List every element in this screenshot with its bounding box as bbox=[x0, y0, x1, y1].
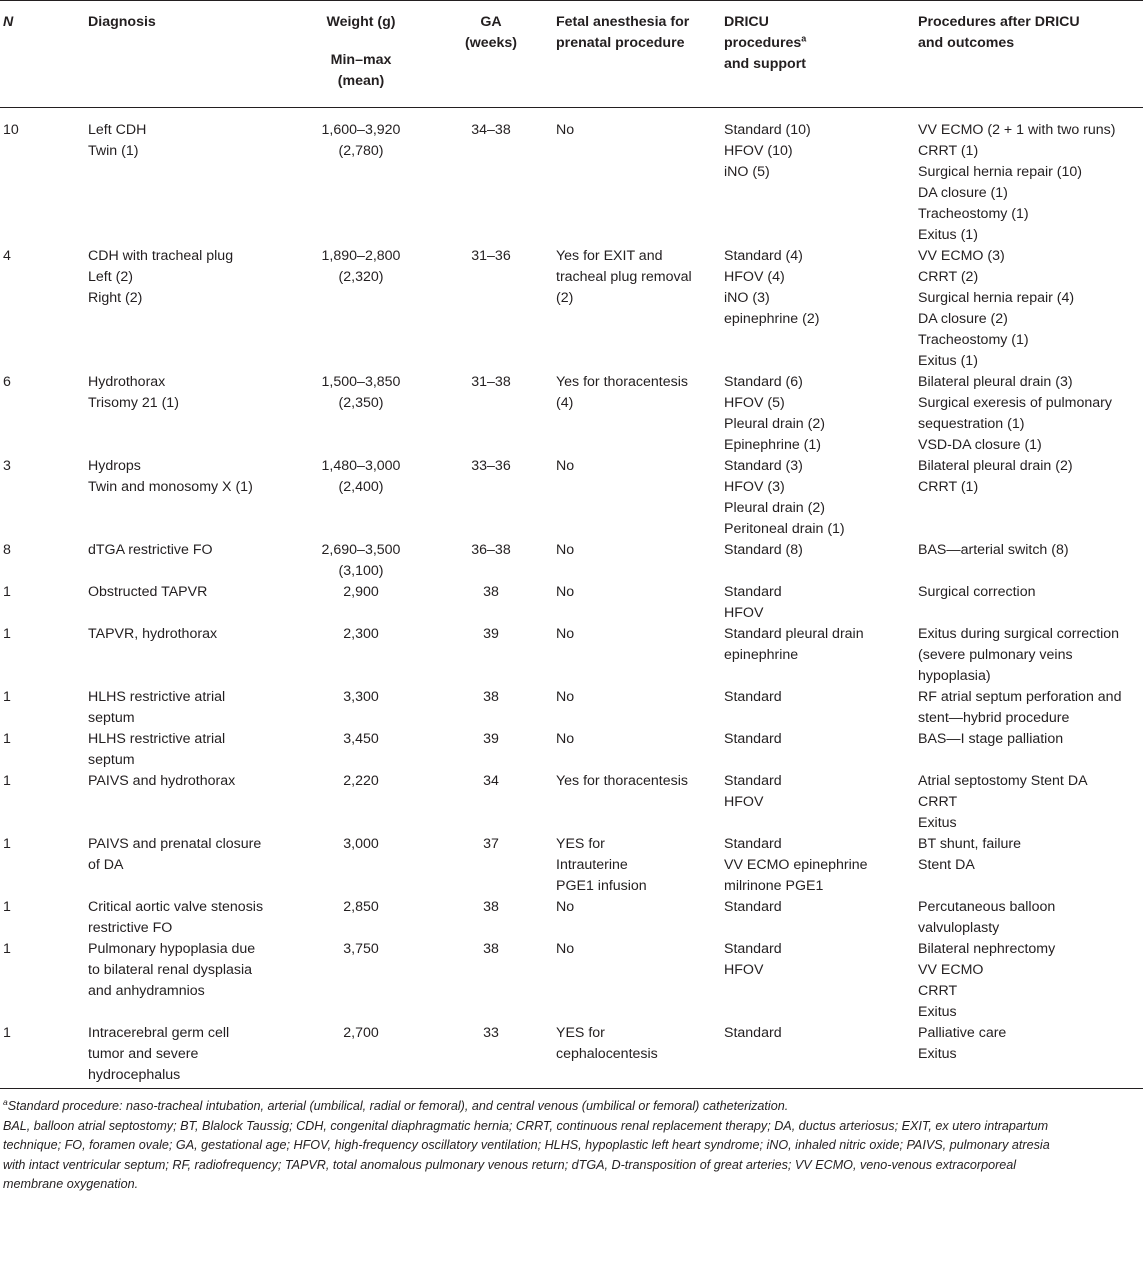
cell-n: 1 bbox=[3, 689, 11, 705]
cell-diagnosis bbox=[12, 582, 288, 624]
cell-line: Tracheostomy (1) bbox=[918, 332, 1029, 348]
cell-fetal-anesthesia bbox=[548, 834, 714, 897]
cell-line: Pleural drain (2) bbox=[724, 500, 825, 516]
cell-line: Standard (6) bbox=[724, 374, 803, 390]
cell-fetal-anesthesia bbox=[548, 624, 714, 687]
cell-dricu bbox=[714, 729, 908, 771]
cell-line: HFOV bbox=[724, 962, 764, 978]
cell-weight bbox=[288, 687, 434, 729]
cell-fetal-anesthesia bbox=[548, 582, 714, 624]
cell-line: YES for bbox=[556, 836, 605, 852]
cell-weight bbox=[288, 456, 434, 540]
cell-after-dricu bbox=[908, 372, 1143, 456]
cell-diagnosis bbox=[12, 372, 288, 456]
header-bottom-rule bbox=[0, 107, 1143, 108]
cell-line: dTGA restrictive FO bbox=[88, 542, 213, 558]
cell-line: TAPVR, hydrothorax bbox=[88, 626, 218, 642]
cell-line: Yes for thoracentesis bbox=[556, 773, 688, 789]
cell-line: 3,000 bbox=[343, 836, 379, 852]
cell-line: Stent DA bbox=[918, 857, 975, 873]
cell-line: Exitus (1) bbox=[918, 353, 978, 369]
cell-ga: 31–38 bbox=[471, 374, 511, 390]
cell-after-dricu bbox=[908, 540, 1143, 582]
cell-fetal-anesthesia bbox=[548, 687, 714, 729]
table-bottom-rule bbox=[0, 1088, 1143, 1089]
cell-diagnosis bbox=[12, 246, 288, 372]
cell-line: restrictive FO bbox=[88, 920, 173, 936]
cell-after-dricu bbox=[908, 771, 1143, 834]
cell-line: DA closure (1) bbox=[918, 185, 1008, 201]
table-row bbox=[0, 372, 1143, 456]
cell-line: DA closure (2) bbox=[918, 311, 1008, 327]
table-row bbox=[0, 582, 1143, 624]
cell-line: valvuloplasty bbox=[918, 920, 1000, 936]
cell-line: Exitus bbox=[918, 815, 957, 831]
cell-line: HFOV bbox=[724, 605, 764, 621]
cell-line: 3,450 bbox=[343, 731, 379, 747]
cell-line: Surgical hernia repair (4) bbox=[918, 290, 1075, 306]
cell-n: 1 bbox=[3, 773, 11, 789]
cell-line: Intrauterine bbox=[556, 857, 628, 873]
cell-line: HLHS restrictive atrial bbox=[88, 731, 226, 747]
cell-line: Left (2) bbox=[88, 269, 133, 285]
cell-line: VV ECMO bbox=[918, 962, 984, 978]
cell-line: 2,900 bbox=[343, 584, 379, 600]
table-row bbox=[0, 897, 1143, 939]
cell-after-dricu bbox=[908, 582, 1143, 624]
table-row bbox=[0, 939, 1143, 1023]
cell-dricu bbox=[714, 687, 908, 729]
cell-line: 1,890–2,800 bbox=[321, 248, 401, 264]
cell-line: Bilateral pleural drain (2) bbox=[918, 458, 1073, 474]
cell-after-dricu bbox=[908, 456, 1143, 540]
cell-line: septum bbox=[88, 752, 135, 768]
cell-line: No bbox=[556, 941, 575, 957]
cell-line: Standard (4) bbox=[724, 248, 803, 264]
cell-line: VV ECMO (3) bbox=[918, 248, 1005, 264]
cell-line: 3,300 bbox=[343, 689, 379, 705]
cell-line: CRRT (2) bbox=[918, 269, 979, 285]
cell-line: to bilateral renal dysplasia bbox=[88, 962, 253, 978]
cell-weight bbox=[288, 540, 434, 582]
cell-line: PGE1 infusion bbox=[556, 878, 647, 894]
cell-line: 1,480–3,000 bbox=[321, 458, 401, 474]
cell-weight bbox=[288, 939, 434, 1023]
cell-line: No bbox=[556, 122, 575, 138]
table-row bbox=[0, 105, 1143, 246]
cell-line: Standard bbox=[724, 731, 782, 747]
cell-line: Intracerebral germ cell bbox=[88, 1025, 230, 1041]
cell-line: 2,700 bbox=[343, 1025, 379, 1041]
cell-line: VV ECMO (2 + 1 with two runs) bbox=[918, 122, 1116, 138]
cell-line: Bilateral nephrectomy bbox=[918, 941, 1056, 957]
cell-line: (2,350) bbox=[338, 395, 384, 411]
cell-line: iNO (3) bbox=[724, 290, 770, 306]
cell-line: No bbox=[556, 584, 575, 600]
cell-diagnosis bbox=[12, 105, 288, 246]
footnote-marker-a: a bbox=[801, 33, 807, 44]
cell-line: epinephrine bbox=[724, 647, 799, 663]
cell-line: 2,850 bbox=[343, 899, 379, 915]
cell-weight bbox=[288, 729, 434, 771]
cell-line: 3,750 bbox=[343, 941, 379, 957]
cell-line: and anhydramnios bbox=[88, 983, 205, 999]
cell-weight bbox=[288, 372, 434, 456]
cell-line: CRRT bbox=[918, 983, 958, 999]
cell-line: 1,600–3,920 bbox=[321, 122, 401, 138]
cell-ga: 33–36 bbox=[471, 458, 511, 474]
cell-line: Critical aortic valve stenosis bbox=[88, 899, 264, 915]
header-fetal-anesthesia: Fetal anesthesia for prenatal procedure bbox=[556, 14, 690, 51]
cell-weight bbox=[288, 834, 434, 897]
cell-line: Atrial septostomy Stent DA bbox=[918, 773, 1088, 789]
cell-line: Exitus bbox=[918, 1004, 957, 1020]
cell-n: 8 bbox=[3, 542, 11, 558]
cell-ga: 39 bbox=[483, 626, 499, 642]
table-row bbox=[0, 624, 1143, 687]
table-row bbox=[0, 687, 1143, 729]
cell-after-dricu bbox=[908, 687, 1143, 729]
table-row bbox=[0, 456, 1143, 540]
cell-line: YES for bbox=[556, 1025, 605, 1041]
cell-line: Standard bbox=[724, 1025, 782, 1041]
cell-line: PAIVS and hydrothorax bbox=[88, 773, 236, 789]
cell-after-dricu bbox=[908, 897, 1143, 939]
cell-line: No bbox=[556, 689, 575, 705]
cell-dricu bbox=[714, 771, 908, 834]
cell-fetal-anesthesia bbox=[548, 372, 714, 456]
cell-line: Tracheostomy (1) bbox=[918, 206, 1029, 222]
cell-dricu bbox=[714, 834, 908, 897]
cell-n: 1 bbox=[3, 941, 11, 957]
cell-line: Pleural drain (2) bbox=[724, 416, 825, 432]
table-row bbox=[0, 540, 1143, 582]
cell-after-dricu bbox=[908, 246, 1143, 372]
table-row bbox=[0, 1023, 1143, 1086]
cell-line: CRRT (1) bbox=[918, 479, 979, 495]
table-row bbox=[0, 729, 1143, 771]
footnote-a: $^a$Standard procedure: naso-tracheal intubation, arterial (umbilical, radial or femoral), and central venous (umbilical or femoral) catheterization. bbox=[3, 1096, 789, 1113]
cell-line: Standard bbox=[724, 941, 782, 957]
cell-line: PAIVS and prenatal closure bbox=[88, 836, 262, 852]
cell-line: Standard bbox=[724, 773, 782, 789]
cell-line: Yes for EXIT and bbox=[556, 248, 663, 264]
cell-after-dricu bbox=[908, 1023, 1143, 1086]
cell-line: HFOV (5) bbox=[724, 395, 785, 411]
header-dricu: DRICU procedures$^a$ and support bbox=[724, 14, 807, 72]
cell-line: (4) bbox=[556, 395, 574, 411]
cell-n: 3 bbox=[3, 458, 11, 474]
cell-line: Standard bbox=[724, 836, 782, 852]
cell-line: BAS—I stage palliation bbox=[918, 731, 1064, 747]
cell-line: septum bbox=[88, 710, 135, 726]
cell-line: Left CDH bbox=[88, 122, 147, 138]
cell-ga: 31–36 bbox=[471, 248, 511, 264]
cell-ga: 38 bbox=[483, 941, 499, 957]
cell-ga: 39 bbox=[483, 731, 499, 747]
cell-n: 1 bbox=[3, 626, 11, 642]
cell-line: stent—hybrid procedure bbox=[918, 710, 1070, 726]
cell-dricu bbox=[714, 246, 908, 372]
cell-line: Standard bbox=[724, 689, 782, 705]
cell-fetal-anesthesia bbox=[548, 897, 714, 939]
cell-line: CRRT (1) bbox=[918, 143, 979, 159]
footnote-abbreviations: BAL, balloon atrial septostomy; BT, Blalock Taussig; CDH, congenital diaphragmatic hernia; CRRT, continuous renal replacement therapy; DA, ductus arteriosus; EXIT, ex utero intrapartum technique; FO, foramen ovale; GA, gestational age; HFOV, high-frequency oscillatory ventilation; HLHS, hypoplastic left heart syndrome; iNO, inhaled nitric oxide; PAIVS, pulmonary atresia with intact ventricular septum; RF, radiofrequency; TAPVR, total anomalous pulmonary venous return; dTGA, D-transposition of great arteries; VV ECMO, veno-venous extracorporeal membrane oxygenation. bbox=[3, 1118, 1050, 1191]
cell-line: 2,220 bbox=[343, 773, 379, 789]
cell-dricu bbox=[714, 1023, 908, 1086]
cell-diagnosis bbox=[12, 540, 288, 582]
cell-line: Standard bbox=[724, 584, 782, 600]
header-diagnosis: Diagnosis bbox=[88, 14, 156, 30]
cell-line: (2) bbox=[556, 290, 574, 306]
cell-line: Surgical exeresis of pulmonary bbox=[918, 395, 1112, 411]
cell-line: VSD-DA closure (1) bbox=[918, 437, 1042, 453]
cell-line: sequestration (1) bbox=[918, 416, 1025, 432]
table-row bbox=[0, 246, 1143, 372]
cell-line: Exitus (1) bbox=[918, 227, 978, 243]
cell-line: Peritoneal drain (1) bbox=[724, 521, 845, 537]
cell-dricu bbox=[714, 939, 908, 1023]
table-row bbox=[0, 834, 1143, 897]
cell-line: Right (2) bbox=[88, 290, 143, 306]
cell-weight bbox=[288, 582, 434, 624]
cell-fetal-anesthesia bbox=[548, 456, 714, 540]
cell-dricu bbox=[714, 897, 908, 939]
cell-after-dricu bbox=[908, 729, 1143, 771]
cell-line: epinephrine (2) bbox=[724, 311, 820, 327]
cell-line: Palliative care bbox=[918, 1025, 1007, 1041]
cell-line: Standard (3) bbox=[724, 458, 803, 474]
cell-n: 1 bbox=[3, 731, 11, 747]
header-after-dricu: Procedures after DRICU and outcomes bbox=[918, 14, 1080, 51]
cell-line: CRRT bbox=[918, 794, 958, 810]
cell-line: (2,780) bbox=[338, 143, 384, 159]
cell-line: iNO (5) bbox=[724, 164, 770, 180]
cell-line: Surgical correction bbox=[918, 584, 1036, 600]
cell-line: tumor and severe bbox=[88, 1046, 199, 1062]
cell-line: VV ECMO epinephrine bbox=[724, 857, 868, 873]
cell-line: Obstructed TAPVR bbox=[88, 584, 208, 600]
header-weight-sub: Min–max (mean) bbox=[330, 52, 392, 89]
cell-diagnosis bbox=[12, 624, 288, 687]
table-body bbox=[0, 105, 1143, 1086]
cell-line: Standard bbox=[724, 899, 782, 915]
cell-ga: 38 bbox=[483, 584, 499, 600]
cell-diagnosis bbox=[12, 939, 288, 1023]
cell-ga: 36–38 bbox=[471, 542, 511, 558]
cell-line: 2,690–3,500 bbox=[321, 542, 401, 558]
cell-line: RF atrial septum perforation and bbox=[918, 689, 1122, 705]
cell-ga: 33 bbox=[483, 1025, 499, 1041]
cell-weight bbox=[288, 771, 434, 834]
cell-line: No bbox=[556, 899, 575, 915]
cell-line: Surgical hernia repair (10) bbox=[918, 164, 1083, 180]
cell-line: hydrocephalus bbox=[88, 1067, 181, 1083]
cell-line: Bilateral pleural drain (3) bbox=[918, 374, 1073, 390]
cell-after-dricu bbox=[908, 939, 1143, 1023]
cell-line: Yes for thoracentesis bbox=[556, 374, 688, 390]
cell-line: HFOV bbox=[724, 794, 764, 810]
cell-fetal-anesthesia bbox=[548, 939, 714, 1023]
cell-line: Epinephrine (1) bbox=[724, 437, 822, 453]
cell-after-dricu bbox=[908, 834, 1143, 897]
cell-line: No bbox=[556, 731, 575, 747]
cell-ga: 38 bbox=[483, 689, 499, 705]
cell-line: (severe pulmonary veins bbox=[918, 647, 1073, 663]
cell-ga: 37 bbox=[483, 836, 499, 852]
cell-weight bbox=[288, 105, 434, 246]
cell-fetal-anesthesia bbox=[548, 540, 714, 582]
cell-line: Standard (10) bbox=[724, 122, 811, 138]
cell-n: 10 bbox=[3, 122, 19, 138]
header-weight: Weight (g) bbox=[288, 0, 434, 41]
cell-line: Exitus bbox=[918, 1046, 957, 1062]
cell-line: tracheal plug removal bbox=[556, 269, 692, 285]
cell-line: Hydrops bbox=[88, 458, 141, 474]
cell-line: Trisomy 21 (1) bbox=[88, 395, 179, 411]
cell-fetal-anesthesia bbox=[548, 105, 714, 246]
cell-diagnosis bbox=[12, 771, 288, 834]
cell-line: 1,500–3,850 bbox=[321, 374, 401, 390]
cell-line: HFOV (4) bbox=[724, 269, 785, 285]
cell-ga: 34–38 bbox=[471, 122, 511, 138]
cell-weight bbox=[288, 246, 434, 372]
cell-line: (2,400) bbox=[338, 479, 384, 495]
cell-dricu bbox=[714, 540, 908, 582]
cell-line: HFOV (3) bbox=[724, 479, 785, 495]
cell-line: 2,300 bbox=[343, 626, 379, 642]
cell-line: BT shunt, failure bbox=[918, 836, 1022, 852]
cell-fetal-anesthesia bbox=[548, 771, 714, 834]
cell-weight bbox=[288, 1023, 434, 1086]
cell-n: 6 bbox=[3, 374, 11, 390]
cell-line: Standard pleural drain bbox=[724, 626, 864, 642]
cell-diagnosis bbox=[12, 834, 288, 897]
cell-after-dricu bbox=[908, 624, 1143, 687]
cell-line: No bbox=[556, 458, 575, 474]
cell-n: 4 bbox=[3, 248, 11, 264]
cell-weight bbox=[288, 897, 434, 939]
cell-line: Pulmonary hypoplasia due bbox=[88, 941, 256, 957]
cell-diagnosis bbox=[12, 456, 288, 540]
cell-line: (2,320) bbox=[338, 269, 384, 285]
cell-line: Twin and monosomy X (1) bbox=[88, 479, 253, 495]
cell-line: BAS—arterial switch (8) bbox=[918, 542, 1069, 558]
table-footnotes bbox=[3, 1097, 1141, 1195]
cell-diagnosis bbox=[12, 687, 288, 729]
cell-line: Standard (8) bbox=[724, 542, 803, 558]
header-n: N bbox=[3, 14, 14, 30]
table-header bbox=[0, 0, 1143, 105]
cell-n: 1 bbox=[3, 899, 11, 915]
cell-fetal-anesthesia bbox=[548, 246, 714, 372]
cell-n: 1 bbox=[3, 1025, 11, 1041]
cell-dricu bbox=[714, 456, 908, 540]
cell-fetal-anesthesia bbox=[548, 1023, 714, 1086]
cell-line: Hydrothorax bbox=[88, 374, 166, 390]
cell-line: Twin (1) bbox=[88, 143, 139, 159]
cell-line: cephalocentesis bbox=[556, 1046, 658, 1062]
cell-dricu bbox=[714, 582, 908, 624]
cell-line: hypoplasia) bbox=[918, 668, 991, 684]
cell-dricu bbox=[714, 624, 908, 687]
cell-ga: 38 bbox=[483, 899, 499, 915]
table-row bbox=[0, 771, 1143, 834]
cell-fetal-anesthesia bbox=[548, 729, 714, 771]
cell-n: 1 bbox=[3, 584, 11, 600]
cell-line: No bbox=[556, 542, 575, 558]
cell-line: No bbox=[556, 626, 575, 642]
cell-ga: 34 bbox=[483, 773, 499, 789]
cell-line: (3,100) bbox=[338, 563, 384, 579]
cell-line: Exitus during surgical correction bbox=[918, 626, 1120, 642]
cell-line: milrinone PGE1 bbox=[724, 878, 824, 894]
cell-weight bbox=[288, 624, 434, 687]
header-ga: GA (weeks) bbox=[464, 14, 518, 51]
cell-line: CDH with tracheal plug bbox=[88, 248, 234, 264]
cell-line: HLHS restrictive atrial bbox=[88, 689, 226, 705]
cell-line: of DA bbox=[88, 857, 124, 873]
cell-line: Percutaneous balloon bbox=[918, 899, 1056, 915]
cell-line: HFOV (10) bbox=[724, 143, 793, 159]
cell-after-dricu bbox=[908, 105, 1143, 246]
cell-diagnosis bbox=[12, 1023, 288, 1086]
cell-diagnosis bbox=[12, 729, 288, 771]
cell-dricu bbox=[714, 372, 908, 456]
cell-dricu bbox=[714, 105, 908, 246]
cell-n: 1 bbox=[3, 836, 11, 852]
cell-diagnosis bbox=[12, 897, 288, 939]
